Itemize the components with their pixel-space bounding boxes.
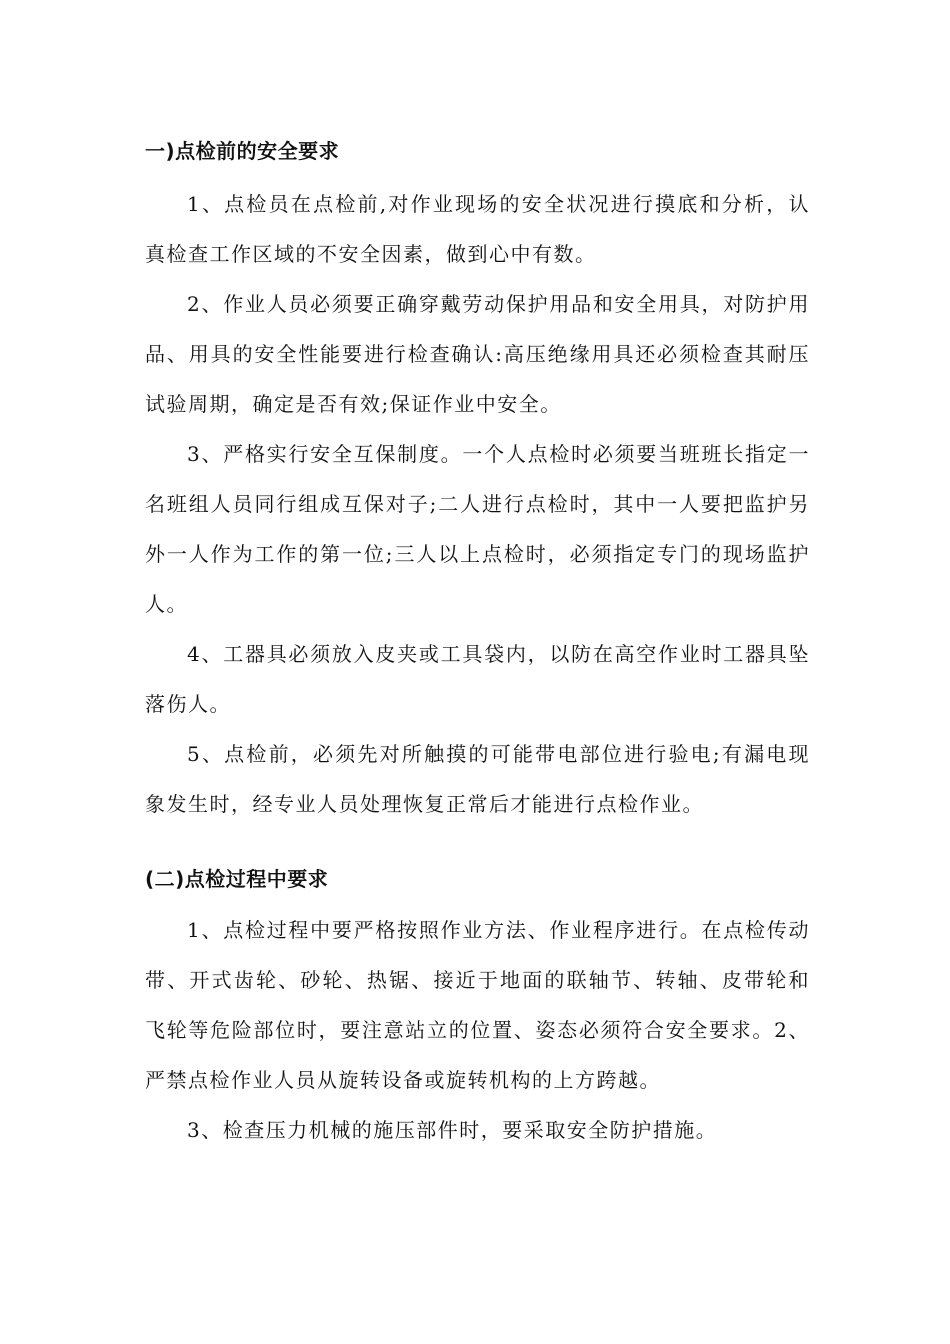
section-1-paragraph-4: 4、工器具必须放入皮夹或工具袋内，以防在高空作业时工器具坠落伤人。 bbox=[145, 642, 810, 716]
section-2-paragraph-1: 1、点检过程中要严格按照作业方法、作业程序进行。在点检传动带、开式齿轮、砂轮、热锯、接近于地面的联轴节、转轴、皮带轮和飞轮等危险部位时，要注意站立的位置、姿态必须符合安全要求。2、严禁点检作业人员从旋转设备或旋转机构的上方跨越。 bbox=[145, 918, 810, 1092]
document-body bbox=[145, 133, 810, 1155]
section-1-paragraph-2: 2、作业人员必须要正确穿戴劳动保护用品和安全用具，对防护用品、用具的安全性能要进行检查确认:高压绝缘用具还必须检查其耐压试验周期，确定是否有效;保证作业中安全。 bbox=[145, 292, 810, 416]
section-heading-1: 一)点检前的安全要求 bbox=[145, 139, 340, 163]
section-1-paragraph-1: 1、点检员在点检前,对作业现场的安全状况进行摸底和分析，认真检查工作区域的不安全因素，做到心中有数。 bbox=[145, 192, 810, 266]
section-2-paragraph-2: 3、检查压力机械的施压部件时，要采取安全防护措施。 bbox=[187, 1118, 718, 1142]
section-1-paragraph-3: 3、严格实行安全互保制度。一个人点检时必须要当班班长指定一名班组人员同行组成互保对子;二人进行点检时，其中一人要把监护另外一人作为工作的第一位;三人以上点检时，必须指定专门的现场监护人。 bbox=[145, 442, 810, 616]
section-1-paragraph-5: 5、点检前，必须先对所触摸的可能带电部位进行验电;有漏电现象发生时，经专业人员处理恢复正常后才能进行点检作业。 bbox=[145, 742, 810, 816]
section-heading-2: (二)点检过程中要求 bbox=[145, 867, 329, 891]
